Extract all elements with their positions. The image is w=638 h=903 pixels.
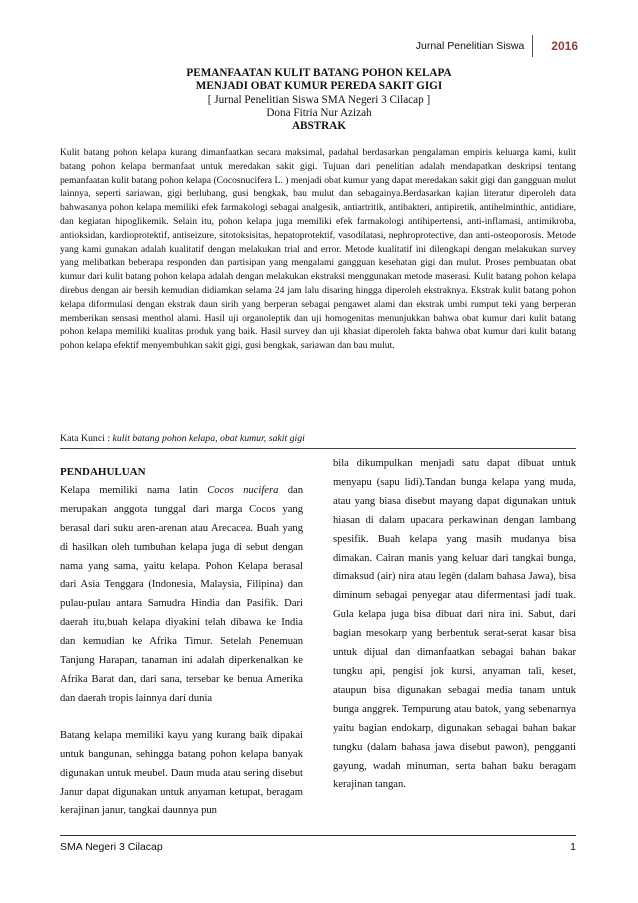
- abstract-text: Kulit batang pohon kelapa kurang dimanfaatkan secara maksimal, padahal berdasarkan pengalaman empiris keluarga kami, kulit batang pohon kelapa bermanfaat untuk meredakan sakit gigi. Tujuan dari penelitian adalah mendapatkan deskripsi tentang pemanfaatan kulit batang pohon kelapa (Cocosnucifera L. ) menjadi obat kumur yang dapat meredakan sakit gigi dan gangguan mulut lainnya, seperti sariawan, gigi berlubang, gusi bengkak, bau mulut dan sebagainya.Berdasarkan kajian literatur diperoleh data bahwasanya pohon kelapa memiliki efek farmakologi sebagai analgesik, antiartritik, antibakteri, antipiretik, antihelminthic, antidiare, dan kegiatan hipoglikemik. Selain itu, pohon kelapa juga memiliki efek farmakologi antihipertensi, anti-inflamasi, antimikroba, antioksidan, kardioprotektif, antiseizure, sitotoksisitas, hepatoprotektif, vasodilatasi, nephroprotective, dan anti-osteoporosis. Metode yang kami gunakan adalah kualitatif dengan melakukan trial and error. Metode kualitatif ini dilengkapi dengan melakukan survey yang melibatkan beberapa responden dan partisipan yang mengalami gangguan kesehatan gigi dan mulut. Proses pembuatan obat kumur dari kulit batang pohon kelapa adalah dengan melakukan ekstraksi menggunakan metode maserasi. Kulit batang pohon kelapa direbus dengan air bersih kemudian didiamkan selama 24 jam lalu disaring hingga diperoleh ekstraknya. Ekstrak kulit batang pohon kelapa diformulasi dengan ekstrak daun sirih yang berperan sebagai pengawet alami dan ekstrak umbi rumput teki yang berperan memberikan sensasi menthol alami. Hasil uji organoleptik dan uji homogenitas menunjukkan bahwa obat kumur dari kulit batang pohon kelapa memiliki kualitas produk yang baik. Hasil survey dan uji khasiat diperoleh fakta bahwa obat kumur dari kulit batang pohon kelapa efektif menyembuhkan sakit gigi, gusi bengkak, sariawan dan bau mulut.: [60, 147, 576, 352]
- page-number: 1: [570, 841, 576, 853]
- paper-title-line-2: MENJADI OBAT KUMUR PEREDA SAKIT GIGI: [195, 80, 443, 93]
- right-column: [333, 455, 576, 795]
- paper-title-line-1: PEMANFAATAN KULIT BATANG POHON KELAPA: [186, 67, 452, 79]
- abstract-heading: ABSTRAK: [291, 120, 347, 133]
- page-footer: [60, 835, 576, 853]
- page-header: [60, 36, 578, 56]
- latin-name: Cocos nucifera: [207, 484, 279, 496]
- intro-heading: PENDAHULUAN: [60, 466, 146, 478]
- keywords: [60, 432, 576, 445]
- header-divider: [532, 35, 533, 57]
- keywords-value: kulit batang pohon kelapa, obat kumur, sakit gigi: [112, 433, 305, 444]
- title-block: [60, 67, 578, 133]
- intro-p1-start: Kelapa memiliki nama latin: [60, 484, 198, 496]
- section-divider: [60, 448, 576, 449]
- keywords-label: Kata Kunci :: [60, 433, 111, 444]
- header-journal-name: Jurnal Penelitian Siswa: [415, 40, 525, 52]
- intro-paragraph-2: Batang kelapa memiliki kayu yang kurang baik dipakai untuk bangunan, sehingga batang pohon kelapa banyak digunakan untuk meubel. Daun muda atau sering disebut Janur dapat digunakan untuk anyaman ketupat, beragam kerajinan janur, tangkai daunnya pun: [60, 729, 303, 817]
- intro-paragraph-1: [60, 482, 303, 709]
- intro-paragraph-3: bila dikumpulkan menjadi satu dapat dibuat untuk menyapu (sapu lidi).Tandan bunga kelapa yang muda, atau yang biasa disebut mayang dapat digunakan untuk hiasan di dalam upacara perkawinan dengan lambang spesifik. Buah kelapa yang masih mudanya bisa dimakan. Cairan manis yang keluar dari tangkai bunga, dimaksud (air) nira atau legèn (dalam bahasa Jawa), bisa diminum sebagai penyegar atau difermentasi jadi tuak. Gula kelapa juga bisa dibuat dari nira ini. Sabut, dari bagian mesokarp yang berbentuk serat-serat kasar bisa untuk dijual dan dimanfaatkan sebagai bahan bakar tungku api, pengisi jok kursi, anyaman tali, keset, ataupun bisa digunakan sebagai media tanam untuk bunga anggrek. Tempurung atau batok, yang sebenarnya yaitu bagian endokarp, digunakan sebagai bahan bakar tungku (dalam bahasa jawa disebut pawon), pengganti gayung, wadah minuman, serta bahan baku beragam kerajinan tangan.: [333, 458, 576, 791]
- footer-school: SMA Negeri 3 Cilacap: [60, 841, 163, 853]
- left-column: [60, 463, 303, 821]
- author-name: Dona Fitria Nur Azizah: [266, 106, 372, 119]
- intro-p1-rest: dan merupakan anggota tunggal dari marga Cocos yang berasal dari suku aren-arenan atau Arecacea. Buah yang di hasilkan oleh tumbuhan kelapa juga di sebut dengan nama yang sama, yaitu kelapa. Pohon Kelapa berasal dari Asia Tenggara (Indonesia, Malaysia, Filipina) dan pulau-pulau antara Samudra Hindia dan Pasifik. Dari daerah itu,buah kelapa diyakini telah dibawa ke India dan kemudian ke Afrika Timur. Setelah Penemuan Tanjung Harapan, tanaman ini adalah diperkenalkan ke Afrika Barat dan, dari sana, tersebar ke benua Amerika dan daerah tropis lainnya dari dunia: [60, 484, 303, 704]
- header-year: 2016: [551, 39, 578, 53]
- journal-name: [ Jurnal Penelitian Siswa SMA Negeri 3 Cilacap ]: [207, 93, 431, 106]
